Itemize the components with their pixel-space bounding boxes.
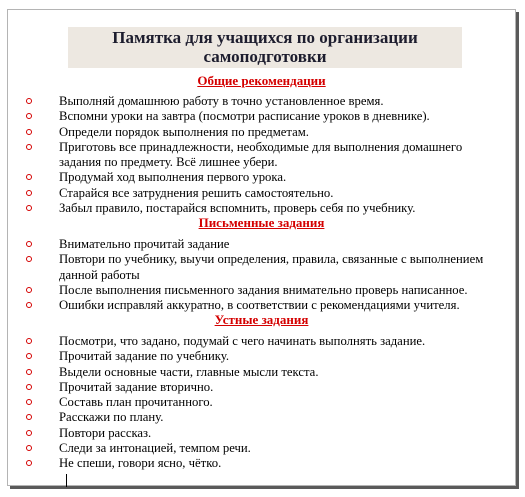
circle-bullet-icon <box>26 338 32 344</box>
circle-bullet-icon <box>26 129 32 135</box>
circle-bullet-icon <box>26 287 32 293</box>
list-item: Забыл правило, постарайся вспомнить, проверь себя по учебнику. <box>26 201 506 216</box>
list-item: Ошибки исправляй аккуратно, в соответствии с рекомендациями учителя. <box>26 298 506 313</box>
list-item: Вспомни уроки на завтра (посмотри расписание уроков в дневнике). <box>26 109 506 124</box>
list-item: Прочитай задание по учебнику. <box>26 349 506 364</box>
circle-bullet-icon <box>26 174 32 180</box>
section-heading-oral: Устные задания <box>214 312 309 327</box>
list-item: Определи порядок выполнения по предметам. <box>26 125 506 140</box>
text-cursor[interactable] <box>66 474 67 487</box>
list-item: Составь план прочитанного. <box>26 395 506 410</box>
page-title: Памятка для учащихся по организации самоподготовки <box>68 27 462 68</box>
section-heading-written: Письменные задания <box>198 215 325 230</box>
list-item: Выдели основные части, главные мысли текста. <box>26 365 506 380</box>
list-oral <box>26 334 506 472</box>
circle-bullet-icon <box>26 144 32 150</box>
list-item: После выполнения письменного задания внимательно проверь написанное. <box>26 283 506 298</box>
list-item: Прочитай задание вторично. <box>26 380 506 395</box>
document-page <box>7 9 516 486</box>
circle-bullet-icon <box>26 369 32 375</box>
list-item: Приготовь все принадлежности, необходимые для выполнения домашнего задания по предмету. Всё лишнее убери. <box>26 140 506 171</box>
circle-bullet-icon <box>26 445 32 451</box>
circle-bullet-icon <box>26 241 32 247</box>
circle-bullet-icon <box>26 205 32 211</box>
list-item: Внимательно прочитай задание <box>26 237 506 252</box>
circle-bullet-icon <box>26 399 32 405</box>
list-item: Повтори рассказ. <box>26 426 506 441</box>
circle-bullet-icon <box>26 256 32 262</box>
list-general <box>26 94 506 216</box>
circle-bullet-icon <box>26 430 32 436</box>
list-item: Следи за интонацией, темпом речи. <box>26 441 506 456</box>
list-item: Выполняй домашнюю работу в точно установленное время. <box>26 94 506 109</box>
circle-bullet-icon <box>26 302 32 308</box>
list-item: Посмотри, что задано, подумай с чего начинать выполнять задание. <box>26 334 506 349</box>
circle-bullet-icon <box>26 384 32 390</box>
list-item: Не спеши, говори ясно, чётко. <box>26 456 506 471</box>
circle-bullet-icon <box>26 414 32 420</box>
circle-bullet-icon <box>26 98 32 104</box>
circle-bullet-icon <box>26 190 32 196</box>
circle-bullet-icon <box>26 460 32 466</box>
circle-bullet-icon <box>26 353 32 359</box>
list-item: Старайся все затруднения решить самостоятельно. <box>26 186 506 201</box>
list-written <box>26 237 506 313</box>
list-item: Расскажи по плану. <box>26 410 506 425</box>
list-item: Продумай ход выполнения первого урока. <box>26 170 506 185</box>
circle-bullet-icon <box>26 113 32 119</box>
section-heading-general: Общие рекомендации <box>197 73 326 88</box>
list-item: Повтори по учебнику, выучи определения, правила, связанные с выполнением данной работы <box>26 252 506 283</box>
